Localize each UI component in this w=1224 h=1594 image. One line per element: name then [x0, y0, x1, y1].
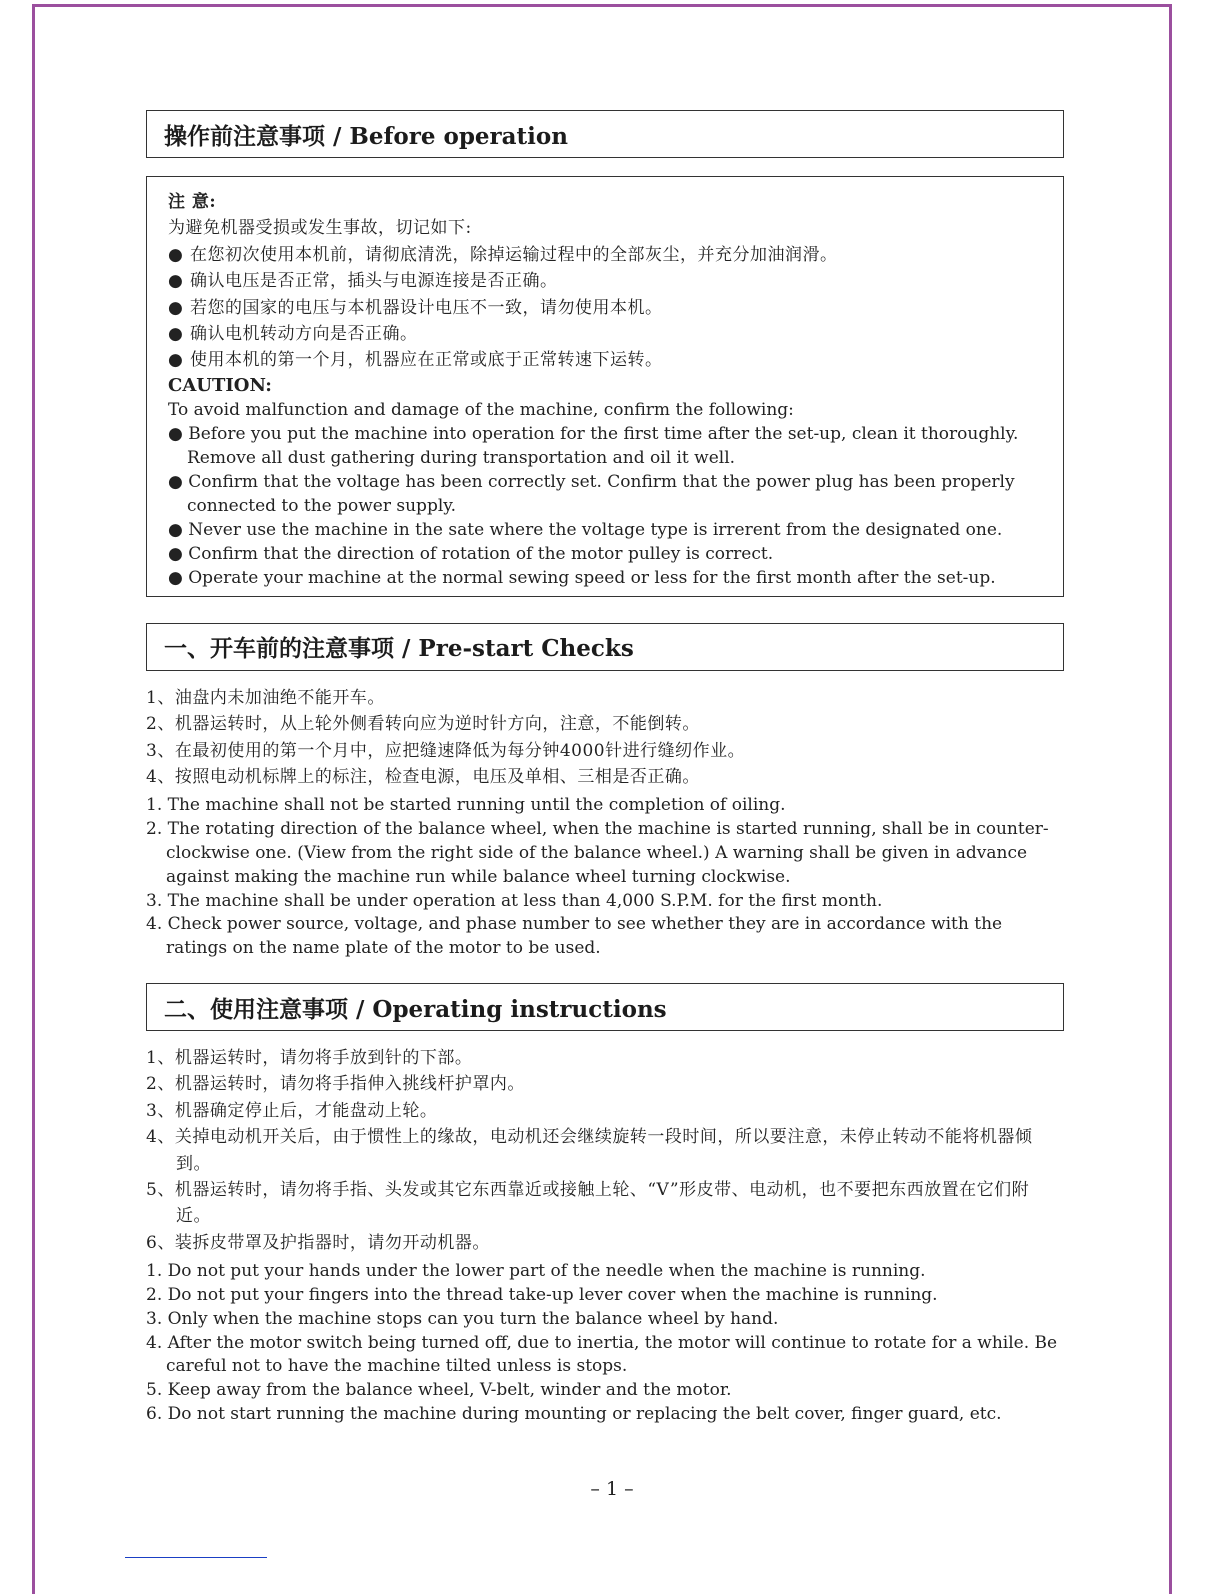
list-item: 5、机器运转时，请勿将手指、头发或其它东西靠近或接触上轮、“V”形皮带、电动机，也不要把东西放置在它们附近。: [146, 1180, 1030, 1227]
list-item: 3、在最初使用的第一个月中，应把缝速降低为每分钟4000针进行缝纫作业。: [146, 740, 746, 761]
list-item: 4. After the motor switch being turned off, due to inertia, the motor will continue to rotate for a while. Be careful not to have the machine tilted unless is stops.: [146, 1332, 1058, 1377]
list-item: 2. Do not put your fingers into the thread take-up lever cover when the machine is running.: [146, 1285, 938, 1306]
bullet-icon: ●: [168, 244, 184, 265]
list-item: 3. The machine shall be under operation at less than 4,000 S.P.M. for the first month.: [146, 890, 883, 911]
section-title-operating-instructions: 二、使用注意事项 / Operating instructions: [146, 983, 1064, 1031]
list-item: 4. Check power source, voltage, and phase number to see whether they are in accordance with the ratings on the name plate of the motor to be used.: [146, 914, 1003, 959]
caution-cn-item: ● 使用本机的第一个月，机器应在正常或底于正常转速下运转。: [168, 347, 1043, 373]
caution-en-item: ● Confirm that the voltage has been correctly set. Confirm that the power plug has been properly connected to the power supply.: [168, 471, 1015, 516]
caution-en-item: ● Confirm that the direction of rotation of the motor pulley is correct.: [168, 543, 774, 564]
bullet-icon: ●: [168, 543, 183, 564]
operating-en-list: [146, 1260, 1064, 1427]
list-item: 2. The rotating direction of the balance wheel, when the machine is started running, shall be in counter-clockwise one. (View from the right side of the balance wheel.) A warning shall be given in advance against making the machine run while balance wheel turning clockwise.: [146, 819, 1049, 887]
bullet-icon: ●: [168, 350, 184, 371]
list-item: 1. Do not put your hands under the lower part of the needle when the machine is running.: [146, 1261, 926, 1282]
list-item: 3. Only when the machine stops can you turn the balance wheel by hand.: [146, 1308, 779, 1329]
list-item: 6、装拆皮带罩及护指器时，请勿开动机器。: [146, 1232, 490, 1253]
list-item: 1、油盘内未加油绝不能开车。: [146, 687, 385, 708]
caution-en-intro: To avoid malfunction and damage of the machine, confirm the following:: [168, 399, 794, 420]
bullet-icon: ●: [168, 471, 183, 492]
list-item: 4、关掉电动机开关后，由于惯性上的缘故，电动机还会继续旋转一段时间，所以要注意，未停止转动不能将机器倾到。: [146, 1127, 1033, 1174]
bullet-icon: ●: [168, 297, 184, 318]
caution-cn-item: ● 若您的国家的电压与本机器设计电压不一致，请勿使用本机。: [168, 295, 1043, 321]
list-item: 5. Keep away from the balance wheel, V-belt, winder and the motor.: [146, 1380, 732, 1401]
list-item: 1. The machine shall not be started running until the completion of oiling.: [146, 795, 786, 816]
list-item: 6. Do not start running the machine during mounting or replacing the belt cover, finger guard, etc.: [146, 1404, 1002, 1425]
caution-en-heading: CAUTION:: [168, 374, 272, 396]
pre-start-en-list: [146, 794, 1064, 961]
bullet-icon: ●: [168, 519, 183, 540]
page-number: – 1 –: [590, 1478, 634, 1500]
caution-cn-heading: 注 意:: [168, 192, 217, 212]
caution-cn-intro: 为避免机器受损或发生事故，切记如下:: [168, 218, 472, 239]
section-title-before-operation: 操作前注意事项 / Before operation: [146, 110, 1064, 158]
bullet-icon: ●: [168, 324, 184, 345]
bullet-icon: ●: [168, 423, 183, 444]
caution-box: [146, 176, 1064, 597]
section-title-pre-start-checks: 一、开车前的注意事项 / Pre-start Checks: [146, 623, 1064, 671]
caution-cn-item: ● 确认电机转动方向是否正确。: [168, 321, 1043, 347]
bullet-icon: ●: [168, 271, 184, 292]
caution-en-item: ● Before you put the machine into operation for the first time after the set-up, clean it thoroughly. Remove all dust gathering during transportation and oil it well.: [168, 423, 1019, 468]
manual-page-content: [146, 110, 1064, 1427]
list-item: 2、机器运转时，从上轮外侧看转向应为逆时针方向，注意，不能倒转。: [146, 714, 700, 735]
operating-cn-list: [146, 1045, 1064, 1256]
caution-en-item: ● Never use the machine in the sate where the voltage type is irrerent from the designated one.: [168, 519, 1003, 540]
caution-cn-item: ● 在您初次使用本机前，请彻底清洗，除掉运输过程中的全部灰尘，并充分加油润滑。: [168, 242, 1043, 268]
caution-en-item: ● Operate your machine at the normal sewing speed or less for the first month after the set-up.: [168, 567, 996, 588]
bullet-icon: ●: [168, 567, 183, 588]
list-item: 3、机器确定停止后，才能盘动上轮。: [146, 1100, 438, 1121]
list-item: 4、按照电动机标牌上的标注，检查电源，电压及单相、三相是否正确。: [146, 767, 700, 788]
pre-start-cn-list: [146, 685, 1064, 791]
list-item: 1、机器运转时，请勿将手放到针的下部。: [146, 1048, 473, 1069]
footer-link-line[interactable]: [125, 1557, 267, 1558]
caution-cn-item: ● 确认电压是否正常，插头与电源连接是否正确。: [168, 268, 1043, 294]
list-item: 2、机器运转时，请勿将手指伸入挑线杆护罩内。: [146, 1074, 525, 1095]
